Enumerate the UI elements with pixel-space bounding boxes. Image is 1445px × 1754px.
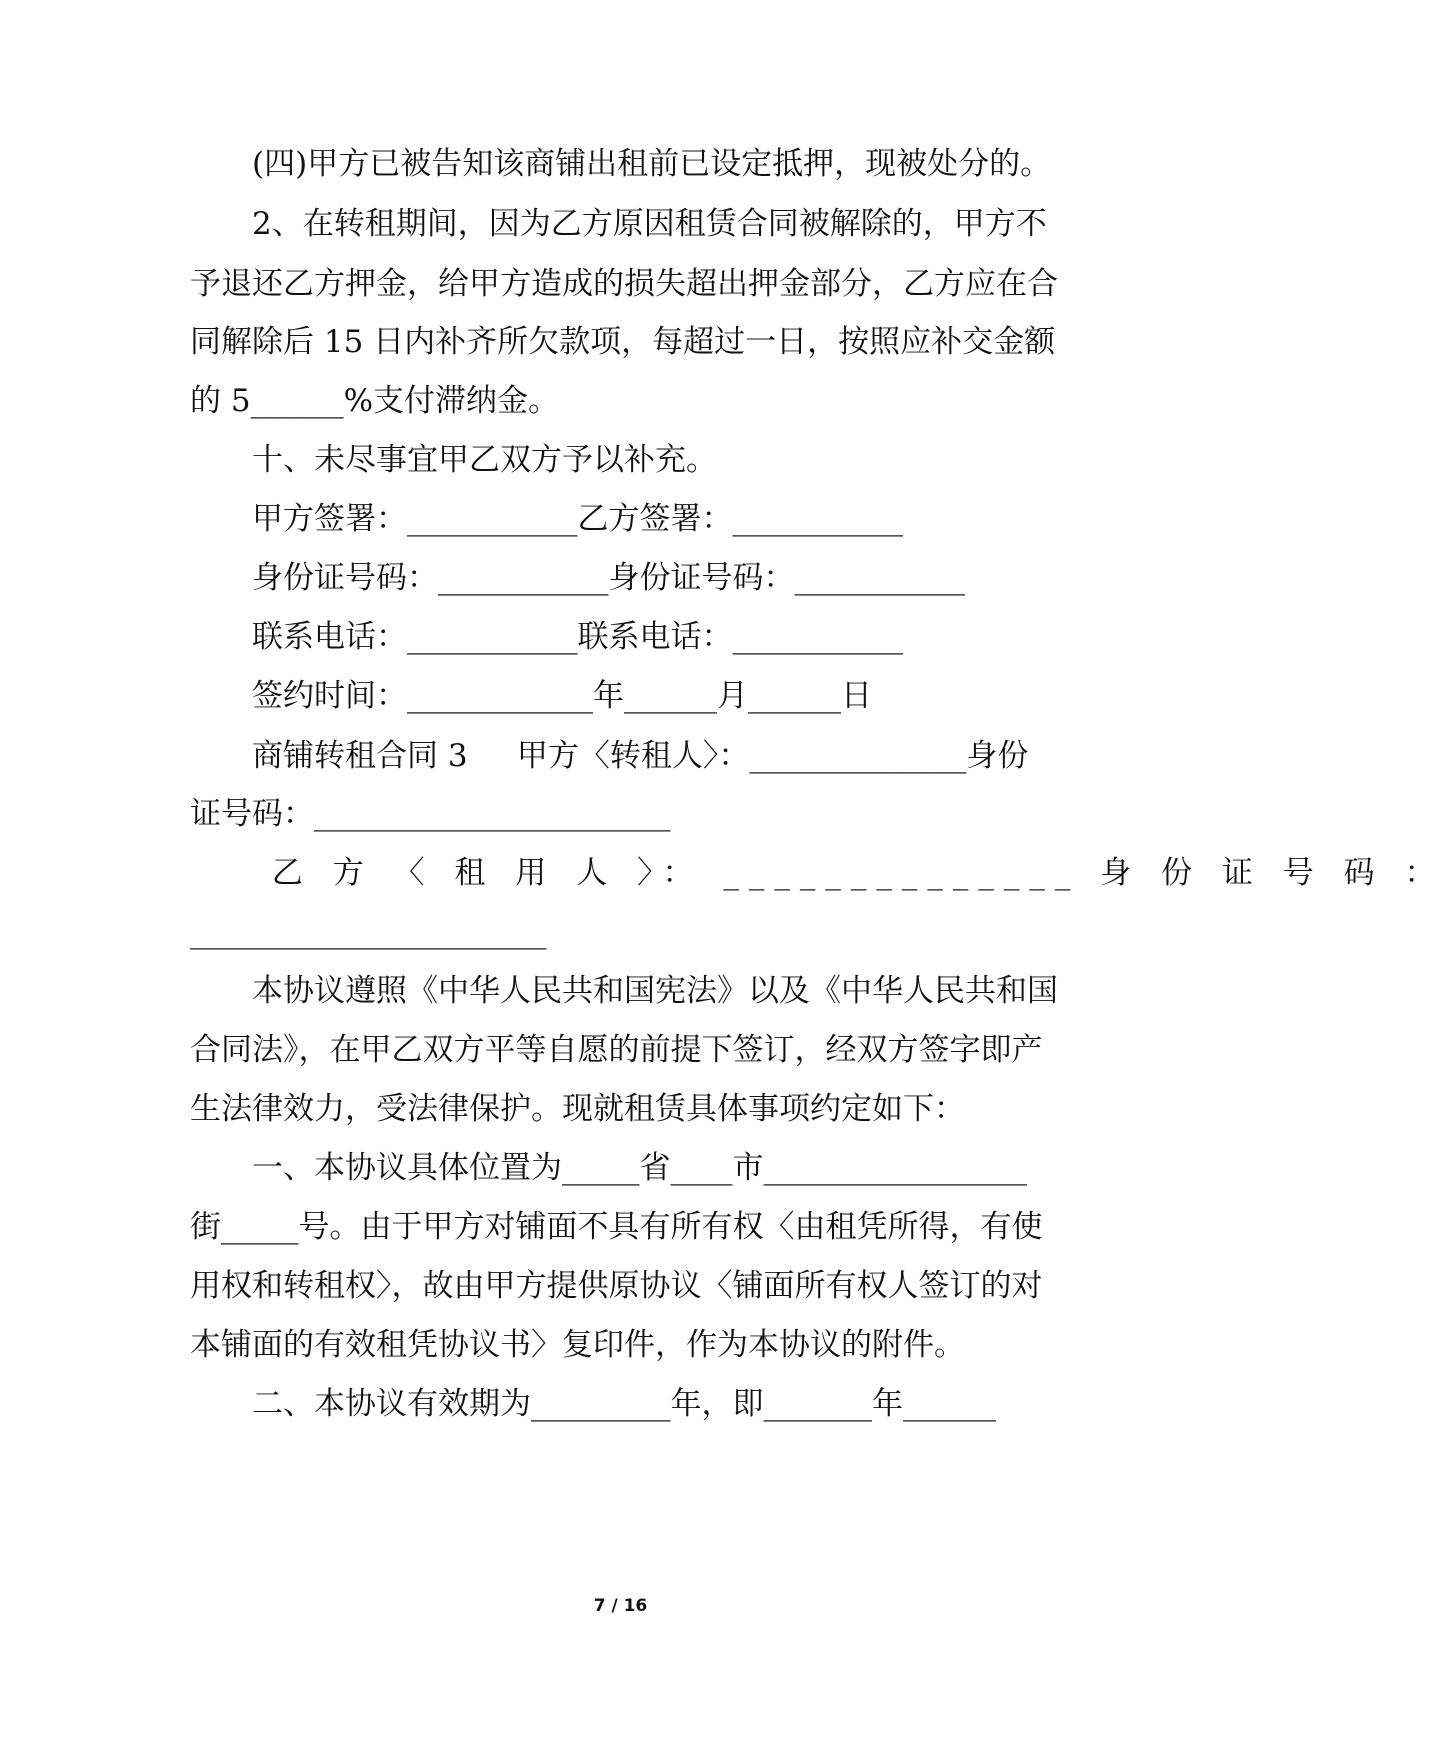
party-b-line: 乙 方 〈 租 用 人 〉： ______________ 身 份 证 号 码 ： (252, 855, 1445, 891)
paragraph-line: 本铺面的有效租凭协议书〉复印件，作为本协议的附件。 (190, 1327, 965, 1363)
paragraph-line: 予退还乙方押金，给甲方造成的损失超出押金部分，乙方应在合 (190, 266, 1058, 302)
page-number: 7 / 16 (593, 1596, 648, 1616)
paragraph-line: 的 5______%支付滞纳金。 (190, 383, 560, 419)
paragraph-line: 2、在转租期间，因为乙方原因租赁合同被解除的，甲方不 (252, 206, 1047, 242)
paragraph-line: 证号码：_______________________ (190, 796, 671, 832)
paragraph-line: 用权和转租权〉，故由甲方提供原协议〈铺面所有权人签订的对 (190, 1268, 1043, 1304)
paragraph-line: (四)甲方已被告知该商铺出租前已设定抵押，现被处分的。 (252, 146, 1052, 182)
paragraph-line: 本协议遵照《中华人民共和国宪法》以及《中华人民共和国 (252, 973, 1058, 1009)
paragraph-line: 生法律效力，受法律保护。现就租赁具体事项约定如下： (190, 1091, 965, 1127)
paragraph-line: 一、本协议具体位置为_____省____市_________________ (252, 1150, 1027, 1186)
blank-line: _______________________ (190, 914, 547, 950)
paragraph-line: 街_____号。由于甲方对铺面不具有所有权〈由租凭所得，有使 (190, 1209, 1043, 1245)
paragraph-line: 十、未尽事宜甲乙双方予以补充。 (252, 442, 717, 478)
contract-heading-line: 商铺转租合同 3 甲方〈转租人〉：______________身份 (252, 738, 1029, 774)
paragraph-line: 同解除后 15 日内补齐所欠款项，每超过一日，按照应补交金额 (190, 324, 1056, 360)
phone-line: 联系电话：___________联系电话：___________ (252, 619, 903, 655)
id-number-line: 身份证号码：___________身份证号码：___________ (252, 560, 965, 596)
paragraph-line: 二、本协议有效期为_________年，即_______年______ (252, 1386, 996, 1422)
signing-date-line: 签约时间：____________年______月______日 (252, 678, 872, 714)
paragraph-line: 合同法》，在甲乙双方平等自愿的前提下签订，经双方签字即产 (190, 1032, 1043, 1068)
signature-line-party-a-b: 甲方签署：___________乙方签署：___________ (252, 501, 903, 537)
